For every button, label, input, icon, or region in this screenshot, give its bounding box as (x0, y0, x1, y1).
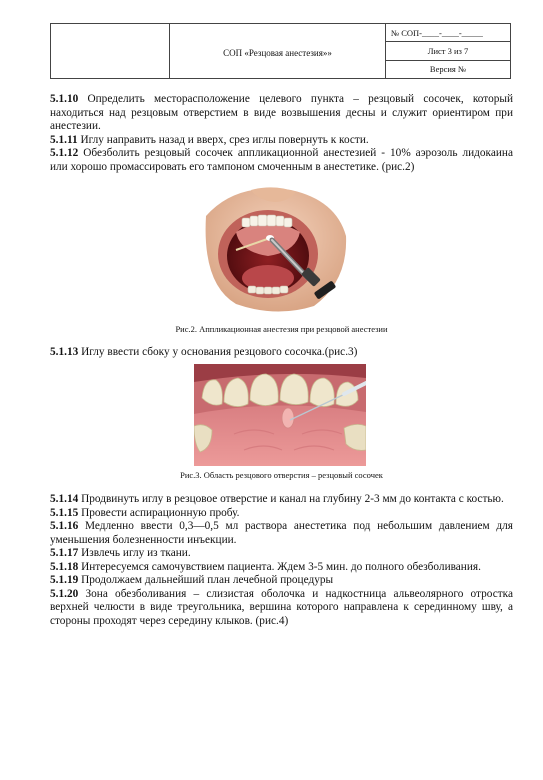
sheet-number: Лист 3 из 7 (386, 41, 510, 59)
header-title: СОП «Резцовая анестезия»» (170, 24, 386, 78)
figure-2-illustration (196, 186, 350, 316)
figure-3-caption: Рис.3. Область резцового отверстия – резцовый сосочек (180, 470, 383, 480)
step-5-1-11: 5.1.11 Иглу направить назад и вверх, срез иглы повернуть к кости. (50, 133, 369, 146)
doc-number: № СОП-____-____-_____ (391, 27, 483, 38)
step-5-1-15: 5.1.15 Провести аспирационную пробу. (50, 506, 240, 519)
step-5-1-17: 5.1.17 Извлечь иглу из ткани. (50, 547, 191, 559)
step-5-1-10: 5.1.10 Определить месторасположение целевого пункта – резцовый сосочек, который находиться над резцовым отверстием в виде возвышения десны и служит ориентиром при анестезии. (50, 93, 513, 132)
step-5-1-18: 5.1.18 Интересуемся самочувствием пациента. Ждем 3-5 мин. до полного обезболивания. (50, 560, 481, 573)
steps-block-b (50, 346, 513, 360)
step-5-1-20: 5.1.20 Зона обезболивания – слизистая оболочка и надкостница альвеолярного отростка верхней челюсти в виде треугольника, вершина которого направлена к серединному шву, а стороны проходят через середину клыков. (рис.4) (50, 587, 513, 627)
version-label: Версия № (386, 60, 510, 78)
figure-2-caption: Рис.2. Аппликационная анестезия при резцовой анестезии (175, 324, 388, 334)
header-logo-cell (51, 24, 170, 78)
step-5-1-16: 5.1.16 Медленно ввести 0,3—0,5 мл раствора анестетика под небольшим давлением для уменьшения болезненности инъекции. (50, 520, 513, 546)
header-table (50, 23, 511, 79)
steps-block-c (50, 493, 513, 628)
steps-block-a (50, 93, 513, 174)
step-5-1-14: 5.1.14 Продвинуть иглу в резцовое отверстие и канал на глубину 2-3 мм до контакта с костью. (50, 493, 504, 505)
step-5-1-12: 5.1.12 Обезболить резцовый сосочек аппликационной анестезией - 10% аэрозоль лидокаина или хорошо промассировать его тампоном смоченным в анестетике. (рис.2) (50, 147, 513, 173)
header-meta (386, 24, 510, 78)
figure-3-photo (194, 364, 366, 466)
step-5-1-19: 5.1.19 Продолжаем дальнейший план лечебной процедуры (50, 574, 334, 586)
step-5-1-13: 5.1.13 Иглу ввести сбоку у основания резцового сосочка.(рис.3) (50, 346, 358, 358)
